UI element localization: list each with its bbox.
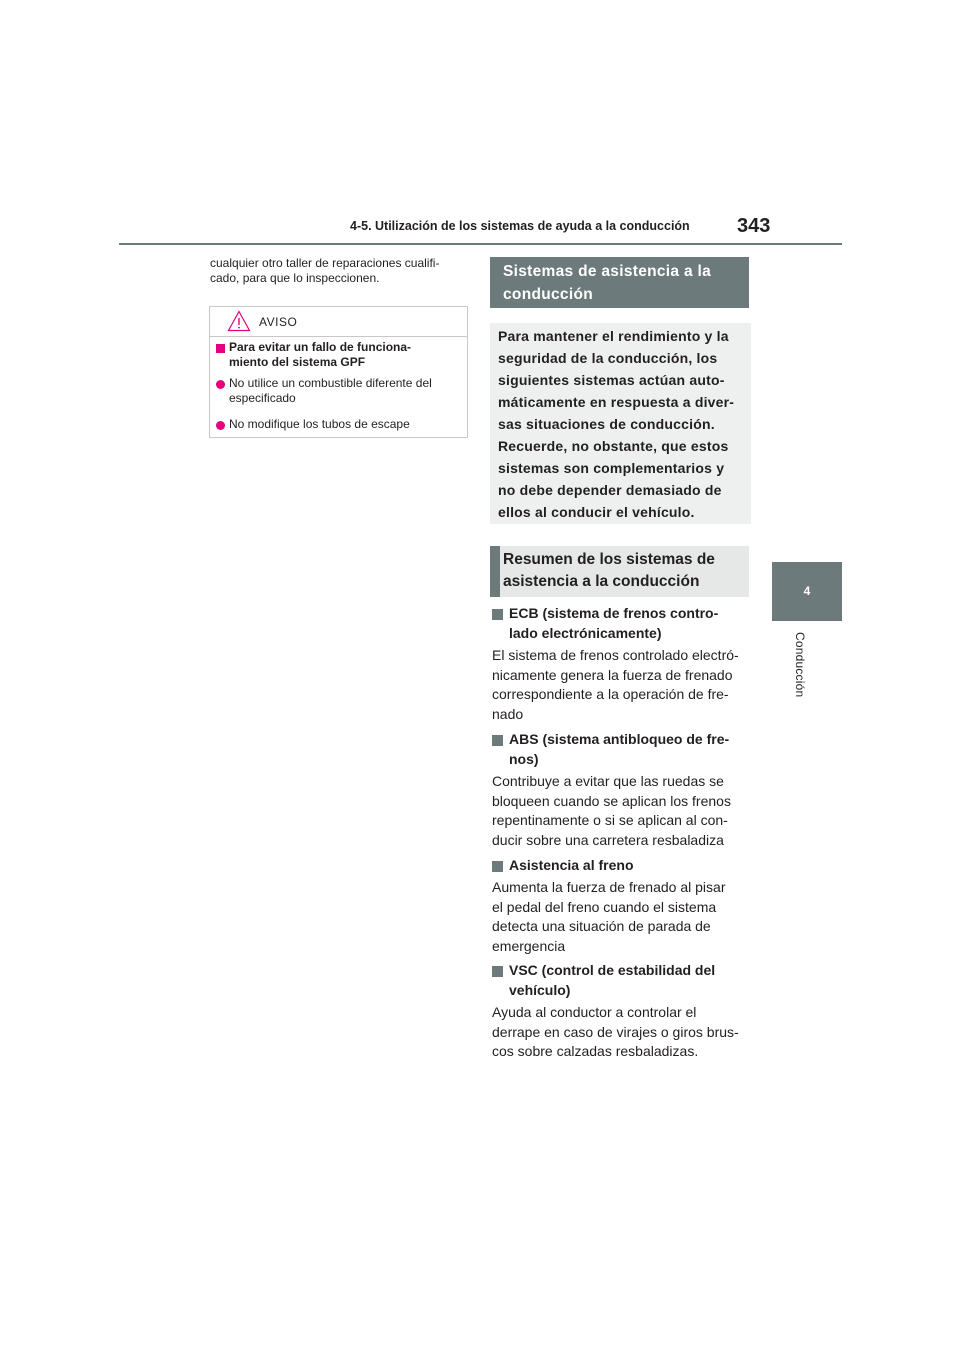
warning-heading: Para evitar un fallo de funciona- miento del sistema GPF bbox=[229, 340, 412, 369]
feature-description: Contribuye a evitar que las ruedas se bloqueen cuando se aplican los frenos repentinamente o si se aplican al con- ducir sobre una carretera resbaladiza bbox=[492, 773, 731, 848]
square-bullet-icon bbox=[492, 609, 503, 620]
section-header-title: 4-5. Utilización de los sistemas de ayuda a la conducción bbox=[350, 219, 690, 233]
square-bullet-icon bbox=[216, 344, 225, 353]
section-banner bbox=[490, 257, 749, 308]
feature-description: Aumenta la fuerza de frenado al pisar el pedal del freno cuando el sistema detecta una situación de parada de emergencia bbox=[492, 879, 726, 954]
summary-text: Para mantener el rendimiento y la seguridad de la conducción, los siguientes sistemas actúan auto- máticamente en respuesta a diver- sas situaciones de conducción. Recuerde, no obstante, que estos sistemas son complementarios y no debe depender demasiado de ellos al conducir el vehículo. bbox=[498, 328, 735, 520]
square-bullet-icon bbox=[492, 735, 503, 746]
subsection-banner bbox=[490, 546, 749, 597]
banner-accent-bar bbox=[490, 546, 500, 597]
feature-title: VSC (control de estabilidad del vehículo) bbox=[509, 962, 716, 998]
warning-header bbox=[210, 307, 467, 337]
feature-description: Ayuda al conductor a controlar el derrape en caso de virajes o giros brus- cos sobre calzadas resbaladizas. bbox=[492, 1004, 739, 1059]
subsection-title: Resumen de los sistemas de asistencia a la conducción bbox=[503, 551, 715, 590]
feature-title: Asistencia al freno bbox=[509, 857, 634, 873]
summary-box bbox=[490, 323, 751, 524]
intro-paragraph: cualquier otro taller de reparaciones cualifi- cado, para que lo inspeccionen. bbox=[210, 256, 440, 285]
feature-title: ABS (sistema antibloqueo de fre- nos) bbox=[509, 731, 730, 767]
chapter-number: 4 bbox=[803, 584, 811, 598]
page-number: 343 bbox=[737, 215, 771, 237]
feature-title: ECB (sistema de frenos contro- lado electrónicamente) bbox=[509, 605, 719, 641]
warning-item: No utilice un combustible diferente del especificado bbox=[229, 376, 432, 405]
warning-title: AVISO bbox=[259, 315, 298, 329]
section-title: Sistemas de asistencia a la conducción bbox=[503, 263, 711, 303]
square-bullet-icon bbox=[492, 861, 503, 872]
chapter-label: Conducción bbox=[793, 632, 807, 698]
round-bullet-icon bbox=[216, 421, 225, 430]
chapter-tab[interactable] bbox=[772, 562, 842, 621]
round-bullet-icon bbox=[216, 380, 225, 389]
warning-item: No modifique los tubos de escape bbox=[229, 417, 410, 431]
header-rule bbox=[119, 243, 842, 245]
feature-description: El sistema de frenos controlado electró- nicamente genera la fuerza de frenado correspondiente a la operación de fre- nado bbox=[492, 647, 739, 722]
square-bullet-icon bbox=[492, 966, 503, 977]
warning-box bbox=[209, 306, 468, 438]
warning-triangle-icon bbox=[227, 310, 251, 332]
